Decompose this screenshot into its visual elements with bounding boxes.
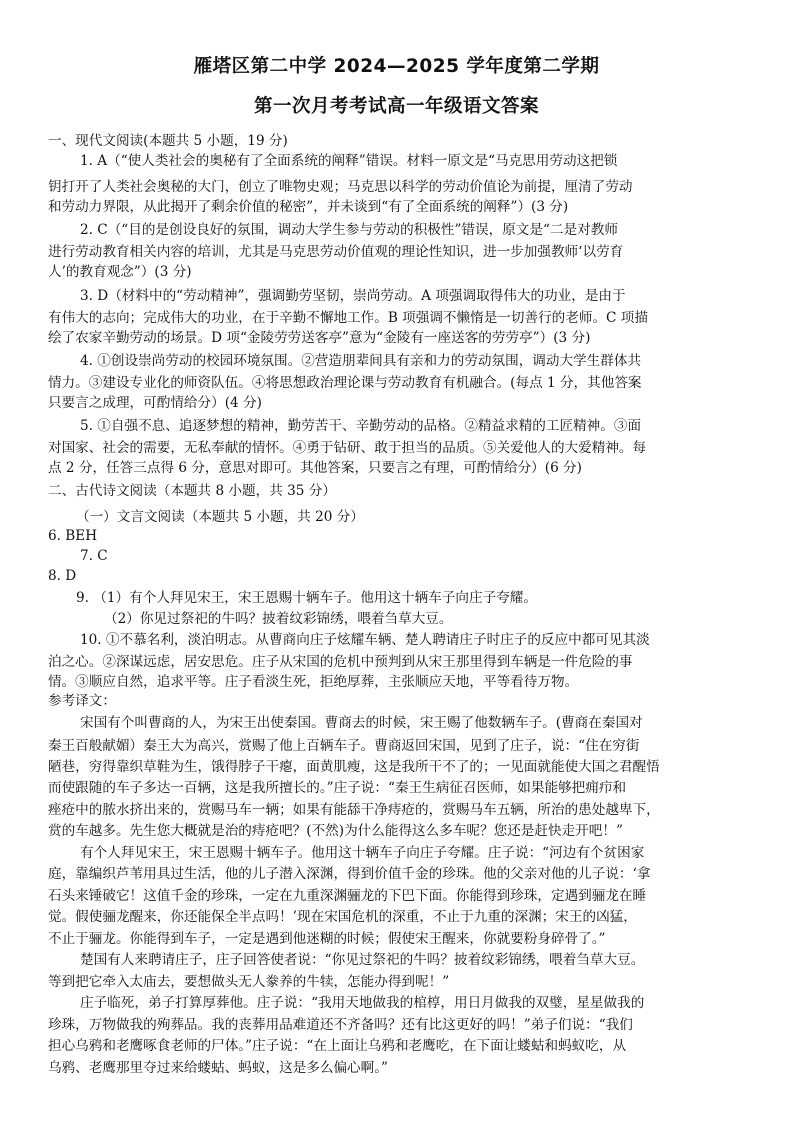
section-heading: 二、古代诗文阅读（本题共 8 小题，共 35 分） <box>48 483 336 499</box>
text-line: 觉。假使骊龙醒来，你还能保全半点吗！’现在宋国危机的深重，不止于九重的深渊；宋王的凶猛， <box>48 909 637 925</box>
text-line: 秦王百般献媚）秦王大为高兴，赏赐了他上百辆车子。曹商返回宋国，见到了庄子，说：“住在穷街 <box>48 738 640 754</box>
text-line: 情力。③建设专业化的师资队伍。④将思想政治理论课与劳动教育有机融合。(每点 1 分，其他答案 <box>48 375 642 391</box>
text-line: 石头来锤破它！这值千金的珍珠，一定在九重深渊骊龙的下巴下面。你能得到珍珠，定遇到骊龙在睡 <box>48 888 647 904</box>
text-line: 宋国有个叫曹商的人，为宋王出使秦国。曹商去的时候，宋王赐了他数辆车子。(曹商在秦国对 <box>80 715 643 731</box>
text-line: 人’的教育观念”）(3 分) <box>48 264 192 280</box>
text-line: 等到把它牵入太庙去，要想做头无人豢养的牛犊，怎能办得到呢！” <box>48 974 450 990</box>
subsection-heading: （一）文言文阅读（本题共 5 小题，共 20 分） <box>76 509 364 525</box>
text-line: 点 2 分，任答三点得 6 分，意思对即可。其他答案，只要言之有理，可酌情给分）(6 分) <box>48 460 582 476</box>
text-line: 庄子临死，弟子打算厚葬他。庄子说：“我用天地做我的棺椁，用日月做我的双璧，星星做我的 <box>80 995 645 1011</box>
text-line: 赏的车越多。先生您大概就是治的痔疮吧？(不然)为什么能得这么多车呢？您还是赶快走开吧！” <box>48 823 623 839</box>
text-line: 陋巷，穷得靠织草鞋为生，饿得脖子干瘪，面黄肌瘦，这是我所干不了的；一见面就能使大国之君醒悟 <box>48 759 660 775</box>
text-line: 庭，靠编织芦苇用具过生活，他的儿子潜入深渊，得到价值千金的珍珠。他的父亲对他的儿子说：‘拿 <box>48 866 651 882</box>
reference-heading: 参考译文： <box>48 693 116 709</box>
text-line: 进行劳动教育相关内容的培训，尤其是马克思劳动价值观的理论性知识，进一步加强教师‘以劳育 <box>48 244 624 260</box>
text-line: 不止于骊龙。你能得到车子，一定是遇到他迷糊的时候；假使宋王醒来，你就要粉身碎骨了。” <box>48 931 606 947</box>
section-heading: 一、现代文阅读(本题共 5 小题，19 分) <box>48 133 288 149</box>
text-line: 楚国有人来聘请庄子，庄子回答使者说：“你见过祭祀的牛吗？披着纹彩锦绣，喂着刍草大豆。 <box>80 952 645 968</box>
text-line: 2. C（“目的是创设良好的氛围，调动大学生参与劳动的积极性”错误，原文是“二是对教师 <box>80 222 618 238</box>
answer-line: （2）你见过祭祀的牛吗？披着纹彩锦绣，喂着刍草大豆。 <box>104 611 453 627</box>
text-line: 痤疮中的脓水挤出来的，赏赐马车一辆；如果有能舔干净痔疮的，赏赐马车五辆，所治的患处越卑下， <box>48 802 660 818</box>
text-line: 而使跟随的车子多达一百辆，这是我所擅长的。”庄子说：“秦王生病征召医师，如果能够把痈疖和 <box>48 780 627 796</box>
text-line: 只要言之成理，可酌情给分）(4 分) <box>48 395 262 411</box>
text-line: 1. A（“使人类社会的奥秘有了全面系统的阐释”错误。材料一原文是“马克思用劳动这把锁 <box>80 153 618 169</box>
text-line: 绘了农家辛勤劳动的场景。D 项“金陵劳劳送客亭”意为“金陵有一座送客的劳劳亭”）(3 分) <box>48 330 591 346</box>
text-line: 情。③顺应自然，追求平等。庄子看淡生死，拒绝厚葬，主张顺应天地，平等看待万物。 <box>48 674 579 690</box>
title-line-1: 雁塔区第二中学 2024—2025 学年度第二学期 <box>193 56 600 77</box>
text-line: 泊之心。②深谋远虑，居安思危。庄子从宋国的危机中预判到从宋王那里得到车辆是一件危险的事 <box>48 654 633 670</box>
text-line: 3. D（材料中的“劳动精神”，强调勤劳坚韧，崇尚劳动。A 项强调取得伟大的功业，是由于 <box>80 288 626 304</box>
text-line: 4. ①创设崇尚劳动的校园环境氛围。②营造朋辈间具有亲和力的劳动氛围，调动大学生群体共 <box>80 353 642 369</box>
text-line: 有个人拜见宋王，宋王恩赐十辆车子。他用这十辆车子向庄子夸耀。庄子说：“河边有个贫困家 <box>80 845 645 861</box>
answer-line: 8. D <box>48 568 77 584</box>
text-line: 乌鸦、老鹰那里夺过来给蝼蛄、蚂蚁，这是多么偏心啊。” <box>48 1060 388 1076</box>
text-line: 5. ①自强不息、追逐梦想的精神，勤劳苦干、辛勤劳动的品格。②精益求精的工匠精神。③面 <box>80 418 642 434</box>
answer-line: 7. C <box>80 548 108 564</box>
text-line: 珍珠，万物做我的殉葬品。我的丧葬用品难道还不齐备吗？还有比这更好的吗！”弟子们说：“我们 <box>48 1017 633 1033</box>
text-line: 对国家、社会的需要，无私奉献的情怀。④勇于钻研、敢于担当的品质。⑤关爱他人的大爱精神。每 <box>48 440 647 456</box>
answer-line: 6. BEH <box>48 528 98 544</box>
text-line: 和劳动力界限，从此揭开了剩余价值的秘密”，并未谈到“有了全面系统的阐释”）(3 分) <box>48 199 569 215</box>
text-line: 担心乌鸦和老鹰啄食老师的尸体。”庄子说：“在上面让乌鸦和老鹰吃，在下面让蝼蛄和蚂蚁吃，从 <box>48 1038 627 1054</box>
title-line-2: 第一次月考考试高一年级语文答案 <box>253 96 539 117</box>
text-line: 有伟大的志向；完成伟大的功业，在于辛勤不懈地工作。B 项强调不懒惰是一切善行的老师。C 项描 <box>48 310 648 326</box>
answer-line: 9. （1）有个人拜见宋王，宋王恩赐十辆车子。他用这十辆车子向庄子夸耀。 <box>76 590 537 606</box>
text-line: 钥打开了人类社会奥秘的大门，创立了唯物史观；马克思以科学的劳动价值论为前提，厘清了劳动 <box>48 179 633 195</box>
text-line: 10. ①不慕名利，淡泊明志。从曹商向庄子炫耀车辆、楚人聘请庄子时庄子的反应中都可见其淡 <box>80 632 650 648</box>
